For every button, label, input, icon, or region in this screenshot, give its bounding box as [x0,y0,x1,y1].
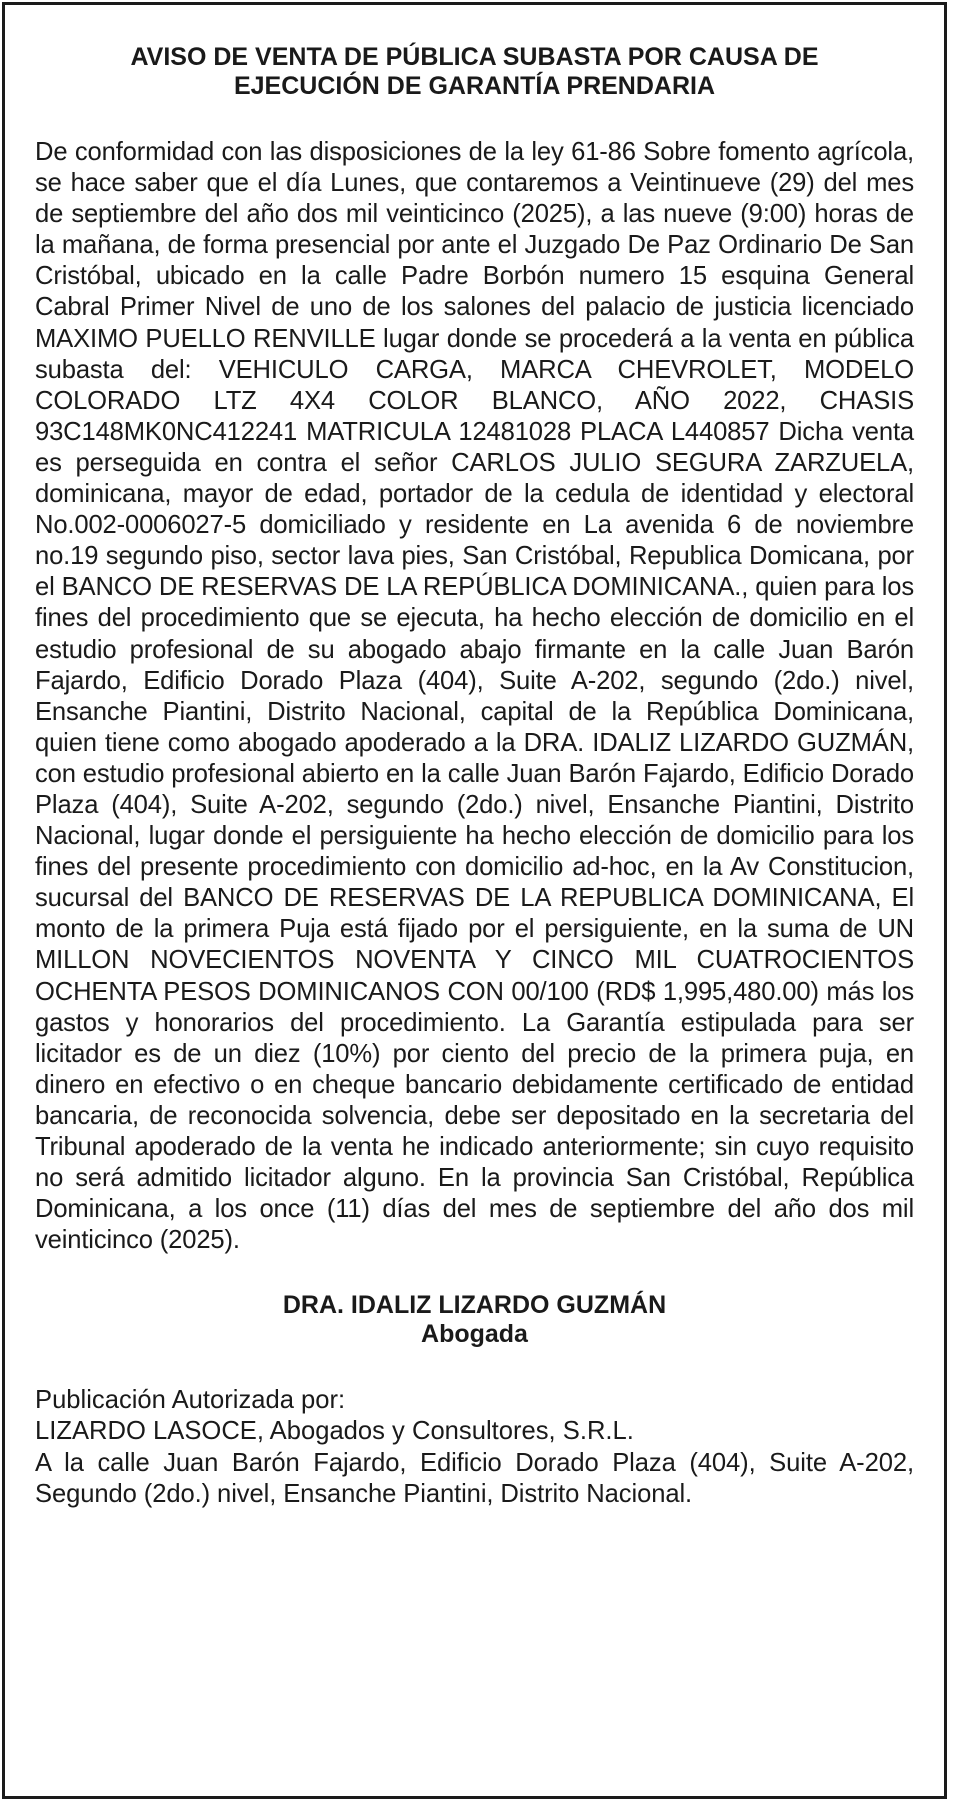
footer-firm-name: LIZARDO LASOCE, Abogados y Consultores, S.R.L. [35,1417,634,1446]
signature-role: Abogada [421,1320,528,1349]
publication-footer [35,1385,914,1509]
signature-block [35,1291,914,1349]
notice-body: De conformidad con las disposiciones de la ley 61-86 Sobre fomento agrícola, se hace saber que el día Lunes, que contaremos a Veintinueve (29) del mes de septiembre del año dos mil veinticinco (2025), a las nueve (9:00) horas de la mañana, de forma presencial por ante el Juzgado De Paz Ordinario De San Cristóbal, ubicado en la calle Padre Borbón numero 15 esquina General Cabral Primer Nivel de uno de los salones del palacio de justicia licenciado MAXIMO PUELLO RENVILLE lugar donde se procederá a la venta en pública subasta del: VEHICULO CARGA, MARCA CHEVROLET, MODELO COLORADO LTZ 4X4 COLOR BLANCO, AÑO 2022, CHASIS 93C148MK0NC412241 MATRICULA 12481028 PLACA L440857 Dicha venta es perseguida en contra el señor CARLOS JULIO SEGURA ZARZUELA, dominicana, mayor de edad, portador de la cedula de identidad y electoral No.002-0006027-5 domiciliado y residente en La avenida 6 de noviembre no.19 segundo piso, sector lava pies, San Cristóbal, Republica Domicana, por el BANCO DE RESERVAS DE LA REPÚBLICA DOMINICANA., quien para los fines del procedimiento que se ejecuta, ha hecho elección de domicilio en el estudio profesional de su abogado abajo firmante en la calle Juan Barón Fajardo, Edificio Dorado Plaza (404), Suite A-202, segundo (2do.) nivel, Ensanche Piantini, Distrito Nacional, capital de la República Dominicana, quien tiene como abogado apoderado a la DRA. IDALIZ LIZARDO GUZMÁN, con estudio profesional abierto en la calle Juan Barón Fajardo, Edificio Dorado Plaza (404), Suite A-202, segundo (2do.) nivel, Ensanche Piantini, Distrito Nacional, lugar donde el persiguiente ha hecho elección de domicilio para los fines del presente procedimiento con domicilio ad-hoc, en la Av Constitucion, sucursal del BANCO DE RESERVAS DE LA REPUBLICA DOMINICANA, El monto de la primera Puja está fijado por el persiguiente, en la suma de UN MILLON NOVECIENTOS NOVENTA Y CINCO MIL CUATROCIENTOS OCHENTA PESOS DOMINICANOS CON 00/100 (RD$ 1,995,480.00) más los gastos y honorarios del procedimiento. La Garantía estipulada para ser licitador es de un diez (10%) por ciento del precio de la primera puja, en dinero en efectivo o en cheque bancario debidamente certificado de entidad bancaria, de reconocida solvencia, debe ser depositado en la secretaria del Tribunal apoderado de la venta he indicado anteriormente; sin cuyo requisito no será admitido licitador alguno. En la provincia San Cristóbal, República Dominicana, a los once (11) días del mes de septiembre del año dos mil veinticinco (2025). [35,138,914,1255]
signature-name: DRA. IDALIZ LIZARDO GUZMÁN [282,1291,667,1320]
legal-notice [2,2,947,1799]
footer-address: A la calle Juan Barón Fajardo, Edificio Dorado Plaza (404), Suite A-202, Segundo (2do.) nivel, Ensanche Piantini, Distrito Nacional. [35,1448,914,1508]
notice-title-line-2: EJECUCIÓN DE GARANTÍA PRENDARIA [233,72,716,100]
notice-title-line-1: AVISO DE VENTA DE PÚBLICA SUBASTA POR CAUSA DE [130,43,819,71]
footer-authorized-by: Publicación Autorizada por: [35,1386,346,1415]
notice-title [35,43,914,101]
